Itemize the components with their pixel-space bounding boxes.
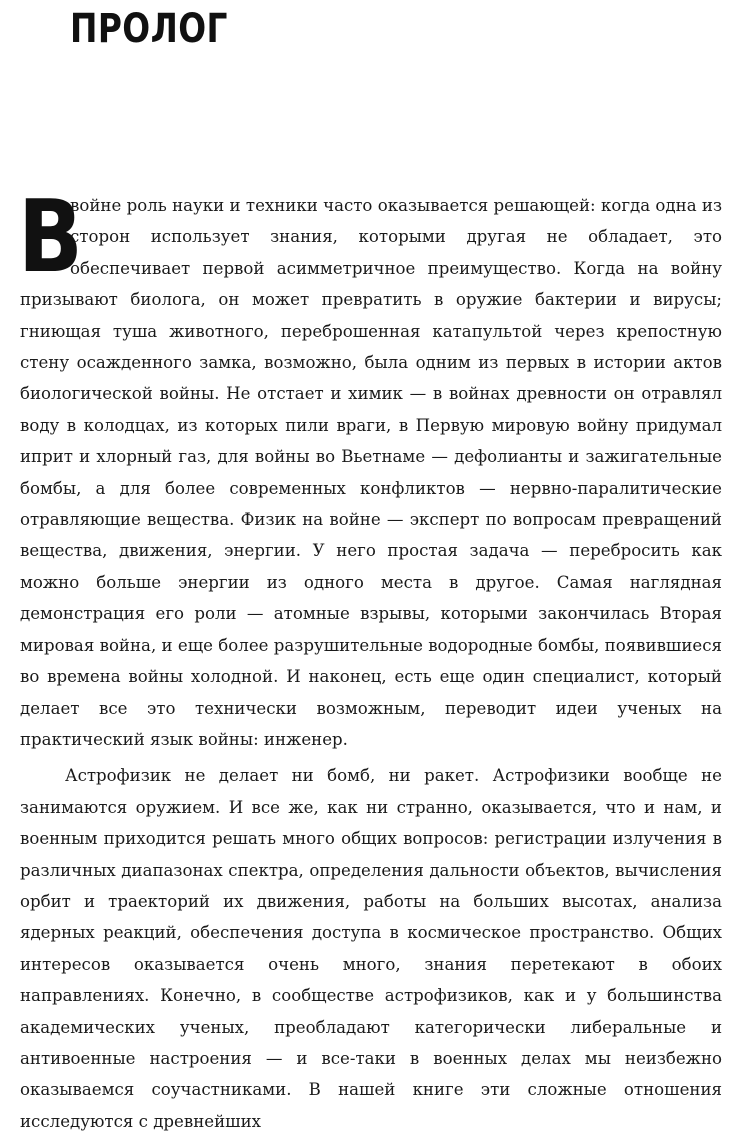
drop-cap-letter: В — [18, 178, 83, 295]
paragraph-1 — [18, 178, 722, 755]
paragraph-2: Астрофизик не делает ни бомб, ни ракет. Астрофизики вообще не занимаются оружием. И все же, как ни странно, оказывается, что и нам, и военным приходится решать много общих вопросов: регистрации излучения в различных диапазонах спектра, определения дальности объектов, вычисления орбит и траекторий их движения, работы на больших высотах, анализа ядерных реакций, обеспечения доступа в космическое пространство. Общих интересов оказывается очень много, знания перетекают в обоих направлениях. Конечно, в сообществе астрофизиков, как и у большинства академических ученых, преобладают категорически либеральные и антивоенные настроения — и все-таки в военных делах мы неизбежно оказываемся соучастниками. В нашей книге эти сложные отношения исследуются с древнейших — [20, 766, 722, 1131]
paragraph-1-text: войне роль науки и техники часто оказывается решающей: когда одна из сторон использует знания, которыми другая не обладает, это обеспечивает первой асимметричное преимущество. Когда на войну призывают биолога, он может превратить в оружие бактерии и вирусы; гниющая туша животного, переброшенная катапультой через крепостную стену осажденного замка, возможно, была одним из первых в истории актов биологической войны. Не отстает и химик — в войнах древности он отравлял воду в колодцах, из которых пили враги, в Первую мировую войну придумал иприт и хлорный газ, для войны во Вьетнаме — дефолианты и зажигательные бомбы, а для более современных конфликтов — нервно-паралитические отравляющие вещества. Физик на войне — эксперт по вопросам превращений вещества, движения, энергии. У него простая задача — перебросить как можно больше энергии из одного места в другое. Самая наглядная демонстрация его роли — атомные взрывы, которыми закончилась Вторая мировая война, и еще более разрушительные водородные бомбы, появившиеся во времена войны холодной. И наконец, есть еще один специалист, который делает все это технически возможным, переводит идеи ученых на практический язык войны: инженер. — [20, 196, 722, 749]
chapter-title: ПРОЛОГ — [70, 6, 228, 52]
body-text — [18, 178, 722, 1137]
